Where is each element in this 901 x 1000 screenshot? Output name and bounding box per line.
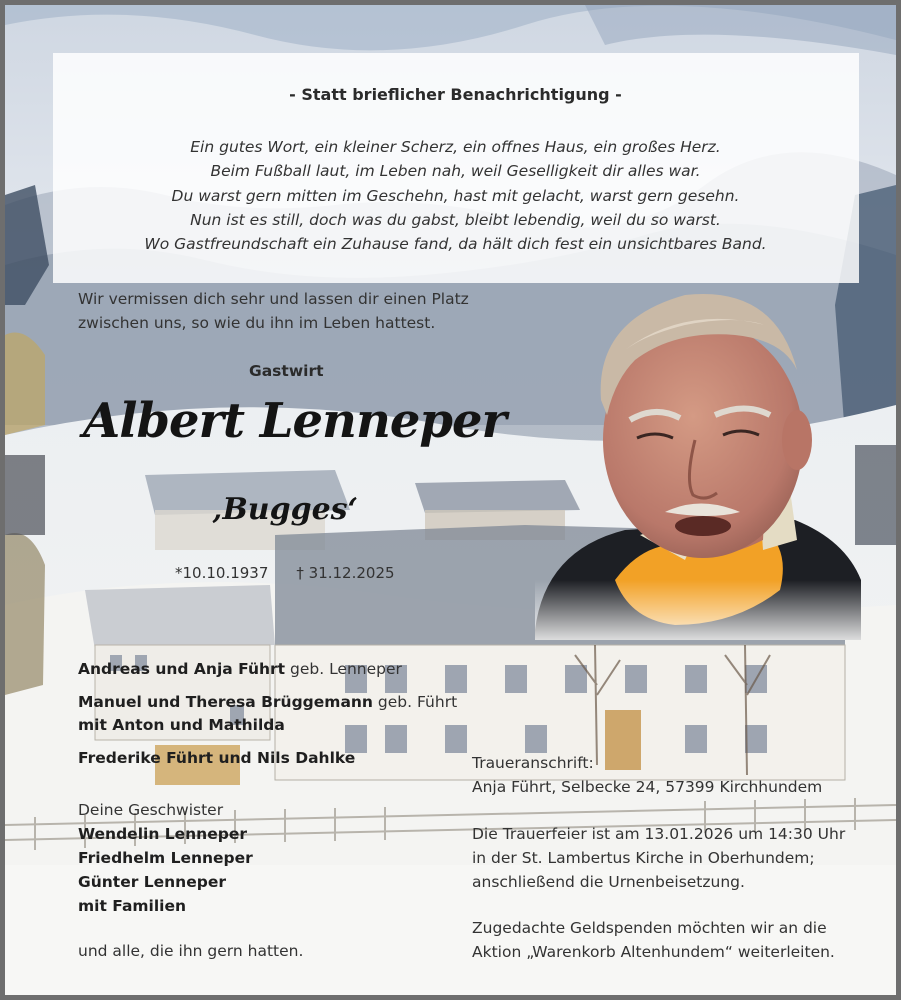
sibling-name: mit Familien: [78, 897, 187, 915]
family-line: [78, 749, 355, 767]
address-value: Anja Führt, Selbecke 24, 57399 Kirchhundem: [472, 778, 823, 796]
address-label: Traueranschrift:: [472, 754, 594, 772]
service-line: anschließend die Urnenbeisetzung.: [472, 873, 745, 891]
service-line: in der St. Lambertus Kirche in Oberhundem;: [472, 849, 815, 867]
donation-line: Zugedachte Geldspenden möchten wir an die: [472, 919, 827, 937]
intro-text: [78, 287, 469, 335]
donation-info: [472, 916, 835, 964]
family-names: Frederike Führt und Nils Dahlke: [78, 749, 356, 767]
intro-line: zwischen uns, so wie du ihn im Leben hattest.: [78, 314, 436, 332]
poem-line: Nun ist es still, doch was du gabst, bleibt lebendig, weil du so warst.: [190, 210, 721, 229]
birth-date: *10.10.1937: [175, 564, 269, 582]
poem-line: Beim Fußball laut, im Leben nah, weil Geselligkeit dir alles war.: [210, 162, 701, 181]
mourning-address: [472, 751, 822, 799]
closing-line: und alle, die ihn gern hatten.: [78, 942, 304, 960]
sibling-name: Wendelin Lenneper: [78, 825, 247, 843]
poem-line: Ein gutes Wort, ein kleiner Scherz, ein offnes Haus, ein großes Herz.: [190, 138, 721, 156]
poem-line: Wo Gastfreundschaft ein Zuhause fand, da hält dich fest ein unsichtbares Band.: [144, 235, 767, 254]
family-line: [78, 716, 285, 734]
deceased-nickname: ‚Bugges‘: [212, 492, 358, 527]
sibling-name: Friedhelm Lenneper: [78, 849, 253, 867]
family-line: [78, 660, 402, 678]
occupation: Gastwirt: [249, 362, 324, 380]
siblings-heading: Deine Geschwister: [78, 801, 224, 819]
intro-line: Wir vermissen dich sehr und lassen dir einen Platz: [78, 290, 469, 308]
life-dates: [175, 564, 423, 582]
service-info: [472, 822, 845, 894]
family-names: mit Anton und Mathilda: [78, 716, 285, 734]
siblings-block: [78, 798, 253, 918]
deceased-name: Albert Lenneper: [83, 393, 506, 449]
notice-heading: - Statt brieflicher Benachrichtigung -: [289, 85, 622, 104]
donation-line: Aktion „Warenkorb Altenhundem“ weiterleiten.: [472, 943, 835, 961]
family-names: Manuel und Theresa Brüggemann: [78, 693, 373, 711]
family-maiden: geb. Führt: [372, 693, 458, 711]
family-names: Andreas und Anja Führt: [78, 660, 286, 678]
family-maiden: geb. Lenneper: [285, 660, 402, 678]
memorial-poem: [5, 135, 901, 256]
portrait-photo: [535, 280, 861, 640]
family-line: [78, 693, 457, 711]
sibling-name: Günter Lenneper: [78, 873, 226, 891]
poem-line: Du warst gern mitten im Geschehn, hast mit gelacht, warst gern gesehn.: [171, 186, 740, 205]
death-date: † 31.12.2025: [296, 564, 395, 582]
service-line: Die Trauerfeier ist am 13.01.2026 um 14:30 Uhr: [472, 825, 846, 843]
